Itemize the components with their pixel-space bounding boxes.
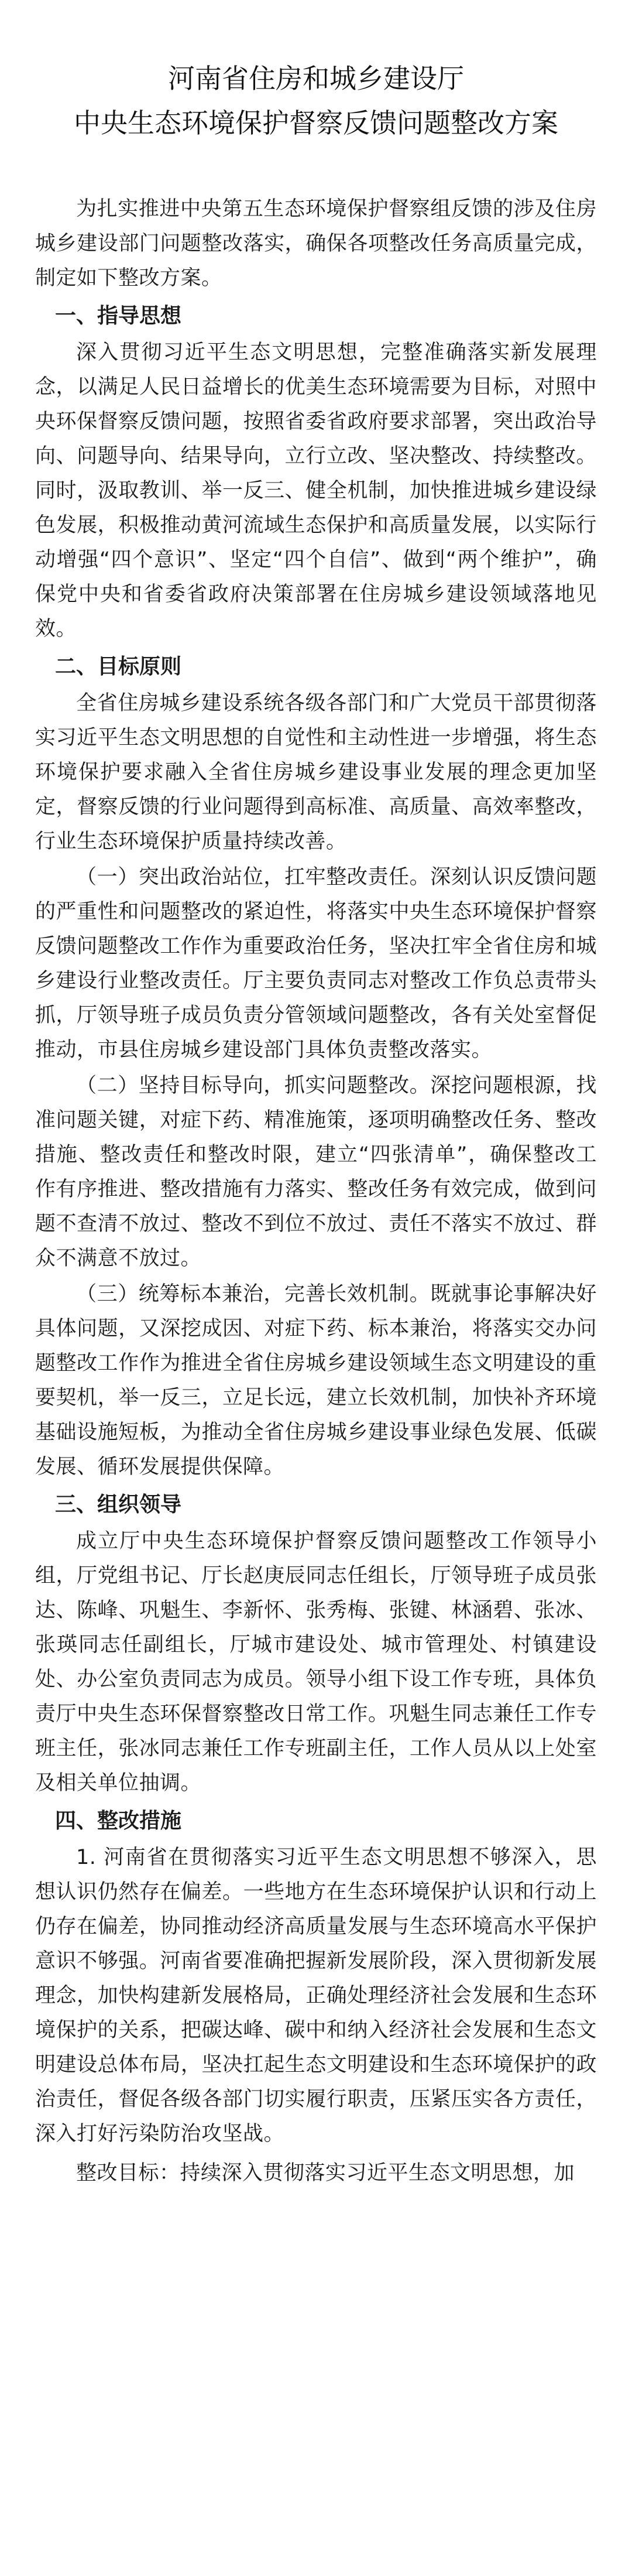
principle-1-paragraph: （一）突出政治站位，扛牢整改责任。深刻认识反馈问题的严重性和问题整改的紧迫性，将落实中央生态环境保护督察反馈问题整改工作作为重要政治任务，坚决扛牢全省住房和城乡建设行业整改责任。厅主要负责同志对整改工作负总责带头抓，厅领导班子成员负责分管领域问题整改，各有关处室督促推动，市县住房城乡建设部门具体负责整改落实。 bbox=[35, 865, 597, 1062]
measure-1-paragraph: 1. 河南省在贯彻落实习近平生态文明思想不够深入，思想认识仍然存在偏差。一些地方在生态环境保护认识和行动上仍存在偏差，协同推动经济高质量发展与生态环境高水平保护意识不够强。河南省要准确把握新发展阶段，深入贯彻新发展理念，加快构建新发展格局，正确处理经济社会发展和生态环境保护的关系，把碳达峰、碳中和纳入经济社会发展和生态文明建设总体布局，坚决扛起生态文明建设和生态环境保护的政治责任，督促各级各部门切实履行职责，压紧压实各方责任，深入打好污染防治攻坚战。 bbox=[35, 1846, 597, 2146]
organization-paragraph: 成立厅中央生态环境保护督察反馈问题整改工作领导小组，厅党组书记、厅长赵庚辰同志任组长，厅领导班子成员张达、陈峰、巩魁生、李新怀、张秀梅、张键、林涵碧、张冰、张瑛同志任副组长，厅城市建设处、城市管理处、村镇建设处、办公室负责同志为成员。领导小组下设工作专班，具体负责厅中央生态环保督察整改日常工作。巩魁生同志兼任工作专班主任，张冰同志兼任工作专班副主任，工作人员从以上处室及相关单位抽调。 bbox=[35, 1530, 597, 1795]
title-line-1: 河南省住房和城乡建设厅 bbox=[168, 63, 464, 94]
guiding-thought-paragraph: 深入贯彻习近平生态文明思想，完整准确落实新发展理念，以满足人民日益增长的优美生态环境需要为目标，对照中央环保督察反馈问题，按照省委省政府要求部署，突出政治导向、问题导向、结果导向，立行立改、坚决整改、持续整改。同时，汲取教训、举一反三、健全机制，加快推进城乡建设绿色发展，积极推动黄河流域生态保护和高质量发展，以实际行动增强“四个意识”、坚定“四个自信”、做到“两个维护”，确保党中央和省委省政府决策部署在住房城乡建设领域落地见效。 bbox=[35, 341, 597, 641]
section-heading-organization: 三、组织领导 bbox=[55, 1493, 182, 1517]
intro-paragraph: 为扎实推进中央第五生态环境保护督察组反馈的涉及住房城乡建设部门问题整改落实，确保各项整改任务高质量完成，制定如下整改方案。 bbox=[35, 197, 597, 290]
goals-paragraph: 全省住房城乡建设系统各级各部门和广大党员干部贯彻落实习近平生态文明思想的自觉性和主动性进一步增强，将生态环境保护要求融入全省住房城乡建设事业发展的理念更加坚定，督察反馈的行业问题得到高标准、高质量、高效率整改，行业生态环境保护质量持续改善。 bbox=[35, 692, 597, 853]
principle-3-paragraph: （三）统筹标本兼治，完善长效机制。既就事论事解决好具体问题，又深挖成因、对症下药、标本兼治，将落实交办问题整改工作作为推进全省住房城乡建设领域生态文明建设的重要契机，举一反三，立足长远，建立长效机制，加快补齐环境基础设施短板，为推动全省住房城乡建设事业绿色发展、低碳发展、循环发展提供保障。 bbox=[35, 1282, 597, 1479]
section-heading-goals-principles: 二、目标原则 bbox=[55, 655, 182, 679]
title-line-2: 中央生态环境保护督察反馈问题整改方案 bbox=[74, 107, 558, 139]
section-heading-measures: 四、整改措施 bbox=[55, 1809, 182, 1833]
section-heading-guiding-thought: 一、指导思想 bbox=[55, 304, 182, 328]
document-title bbox=[35, 56, 597, 145]
principle-2-paragraph: （二）坚持目标导向，抓实问题整改。深挖问题根源，找准问题关键，对症下药、精准施策，逐项明确整改任务、整改措施、整改责任和整改时限，建立“四张清单”，确保整改工作有序推进、整改措施有力落实、整改任务有效完成，做到问题不查清不放过、整改不到位不放过、责任不落实不放过、群众不满意不放过。 bbox=[35, 1074, 597, 1270]
rectification-goal-paragraph: 整改目标：持续深入贯彻落实习近平生态文明思想，加 bbox=[76, 2161, 575, 2185]
